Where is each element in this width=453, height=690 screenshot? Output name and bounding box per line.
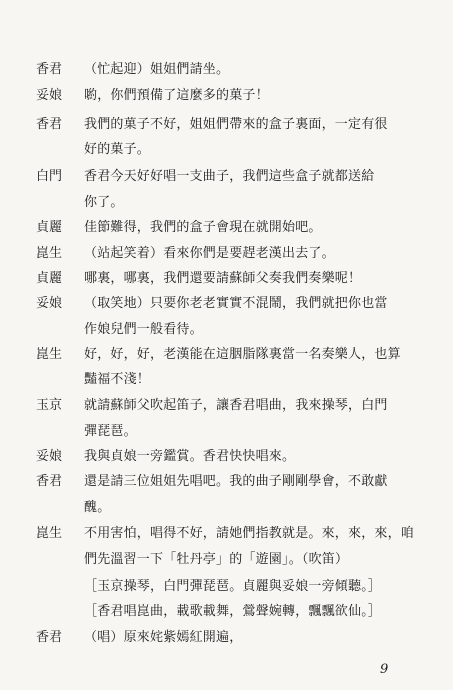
dialogue-text: 好，好，好，老漢能在這胭脂隊裏當一名奏樂人，也算 bbox=[84, 347, 401, 362]
dialogue-continuation: 你了。 bbox=[84, 195, 124, 210]
speaker-name: 妥娘 bbox=[36, 296, 63, 311]
dialogue-line bbox=[0, 445, 453, 469]
speaker-name: 貞麗 bbox=[36, 271, 63, 286]
dialogue-text: （唱）原來姹紫嫣紅開遍， bbox=[84, 630, 243, 645]
dialogue-continuation: 豔福不淺！ bbox=[84, 372, 151, 387]
dialogue-line bbox=[0, 216, 453, 240]
dialogue-line bbox=[0, 267, 453, 291]
speaker-name: 香君 bbox=[36, 630, 63, 645]
dialogue-line bbox=[0, 84, 453, 108]
speaker-name: 貞麗 bbox=[36, 220, 63, 235]
dialogue-continuation: ［香君唱崑曲，載歌載舞，鶯聲婉轉，飄飄欲仙。］ bbox=[84, 604, 382, 619]
dialogue-text: 就請蘇師父吹起笛子，讓香君唱曲，我來操琴，白門 bbox=[84, 398, 388, 413]
speaker-name: 崑生 bbox=[36, 347, 63, 362]
dialogue-line bbox=[0, 420, 453, 444]
speaker-name: 妥娘 bbox=[36, 88, 63, 103]
speaker-name: 白門 bbox=[36, 169, 63, 184]
dialogue-line bbox=[0, 343, 453, 367]
dialogue-line bbox=[0, 242, 453, 266]
dialogue-line bbox=[0, 626, 453, 650]
speaker-name: 妥娘 bbox=[36, 449, 63, 464]
dialogue-text: （取笑地）只要你老老實實不混鬧，我們就把你也當 bbox=[84, 296, 388, 311]
dialogue-line bbox=[0, 575, 453, 599]
speaker-name: 崑生 bbox=[36, 526, 63, 541]
dialogue-text: （站起笑着）看來你們是要趕老漢出去了。 bbox=[84, 246, 335, 261]
speaker-name: 香君 bbox=[36, 474, 63, 489]
dialogue-text: （忙起迎）姐姐們請坐。 bbox=[84, 62, 230, 77]
dialogue-text: 哪裏，哪裏，我們還要請蘇師父奏我們奏樂呢！ bbox=[84, 271, 362, 286]
dialogue-continuation: 彈琵琶。 bbox=[84, 424, 137, 439]
dialogue-line bbox=[0, 470, 453, 494]
dialogue-line bbox=[0, 600, 453, 624]
dialogue-text: 香君今天好好唱一支曲子，我們這些盒子就都送給 bbox=[84, 169, 375, 184]
speaker-name: 崑生 bbox=[36, 246, 63, 261]
dialogue-text: 佳節難得，我們的盒子會現在就開始吧。 bbox=[84, 220, 322, 235]
dialogue-line bbox=[0, 496, 453, 520]
dialogue-continuation: 作娘兒們一般看待。 bbox=[84, 322, 203, 337]
dialogue-text: 不用害怕，唱得不好，請她們指教就是。來，來，來，咱 bbox=[84, 526, 415, 541]
dialogue-line bbox=[0, 191, 453, 215]
dialogue-continuation: ［玉京操琴，白門彈琵琶。貞麗與妥娘一旁傾聽。］ bbox=[84, 579, 382, 594]
dialogue-text: 喲，你們預備了這麼多的菓子！ bbox=[84, 88, 269, 103]
dialogue-line bbox=[0, 318, 453, 342]
page-number: 9 bbox=[380, 662, 389, 677]
dialogue-text: 我與貞娘一旁鑑賞。香君快快唱來。 bbox=[84, 449, 296, 464]
dialogue-line bbox=[0, 548, 453, 572]
dialogue-line bbox=[0, 113, 453, 137]
dialogue-continuation: 們先溫習一下「牡丹亭」的「遊園」。（吹笛） bbox=[84, 552, 349, 567]
dialogue-line bbox=[0, 522, 453, 546]
dialogue-line bbox=[0, 165, 453, 189]
dialogue-text: 我們的菓子不好，姐姐們帶來的盒子裏面，一定有很 bbox=[84, 117, 388, 132]
dialogue-line bbox=[0, 368, 453, 392]
dialogue-line bbox=[0, 394, 453, 418]
dialogue-continuation: 醜。 bbox=[84, 500, 111, 515]
dialogue-text: 還是請三位姐姐先唱吧。我的曲子剛剛學會，不敢獻 bbox=[84, 474, 388, 489]
speaker-name: 香君 bbox=[36, 62, 63, 77]
dialogue-line bbox=[0, 292, 453, 316]
speaker-name: 香君 bbox=[36, 117, 63, 132]
dialogue-continuation: 好的菓子。 bbox=[84, 142, 151, 157]
speaker-name: 玉京 bbox=[36, 398, 63, 413]
dialogue-line bbox=[0, 138, 453, 162]
dialogue-line bbox=[0, 58, 453, 82]
